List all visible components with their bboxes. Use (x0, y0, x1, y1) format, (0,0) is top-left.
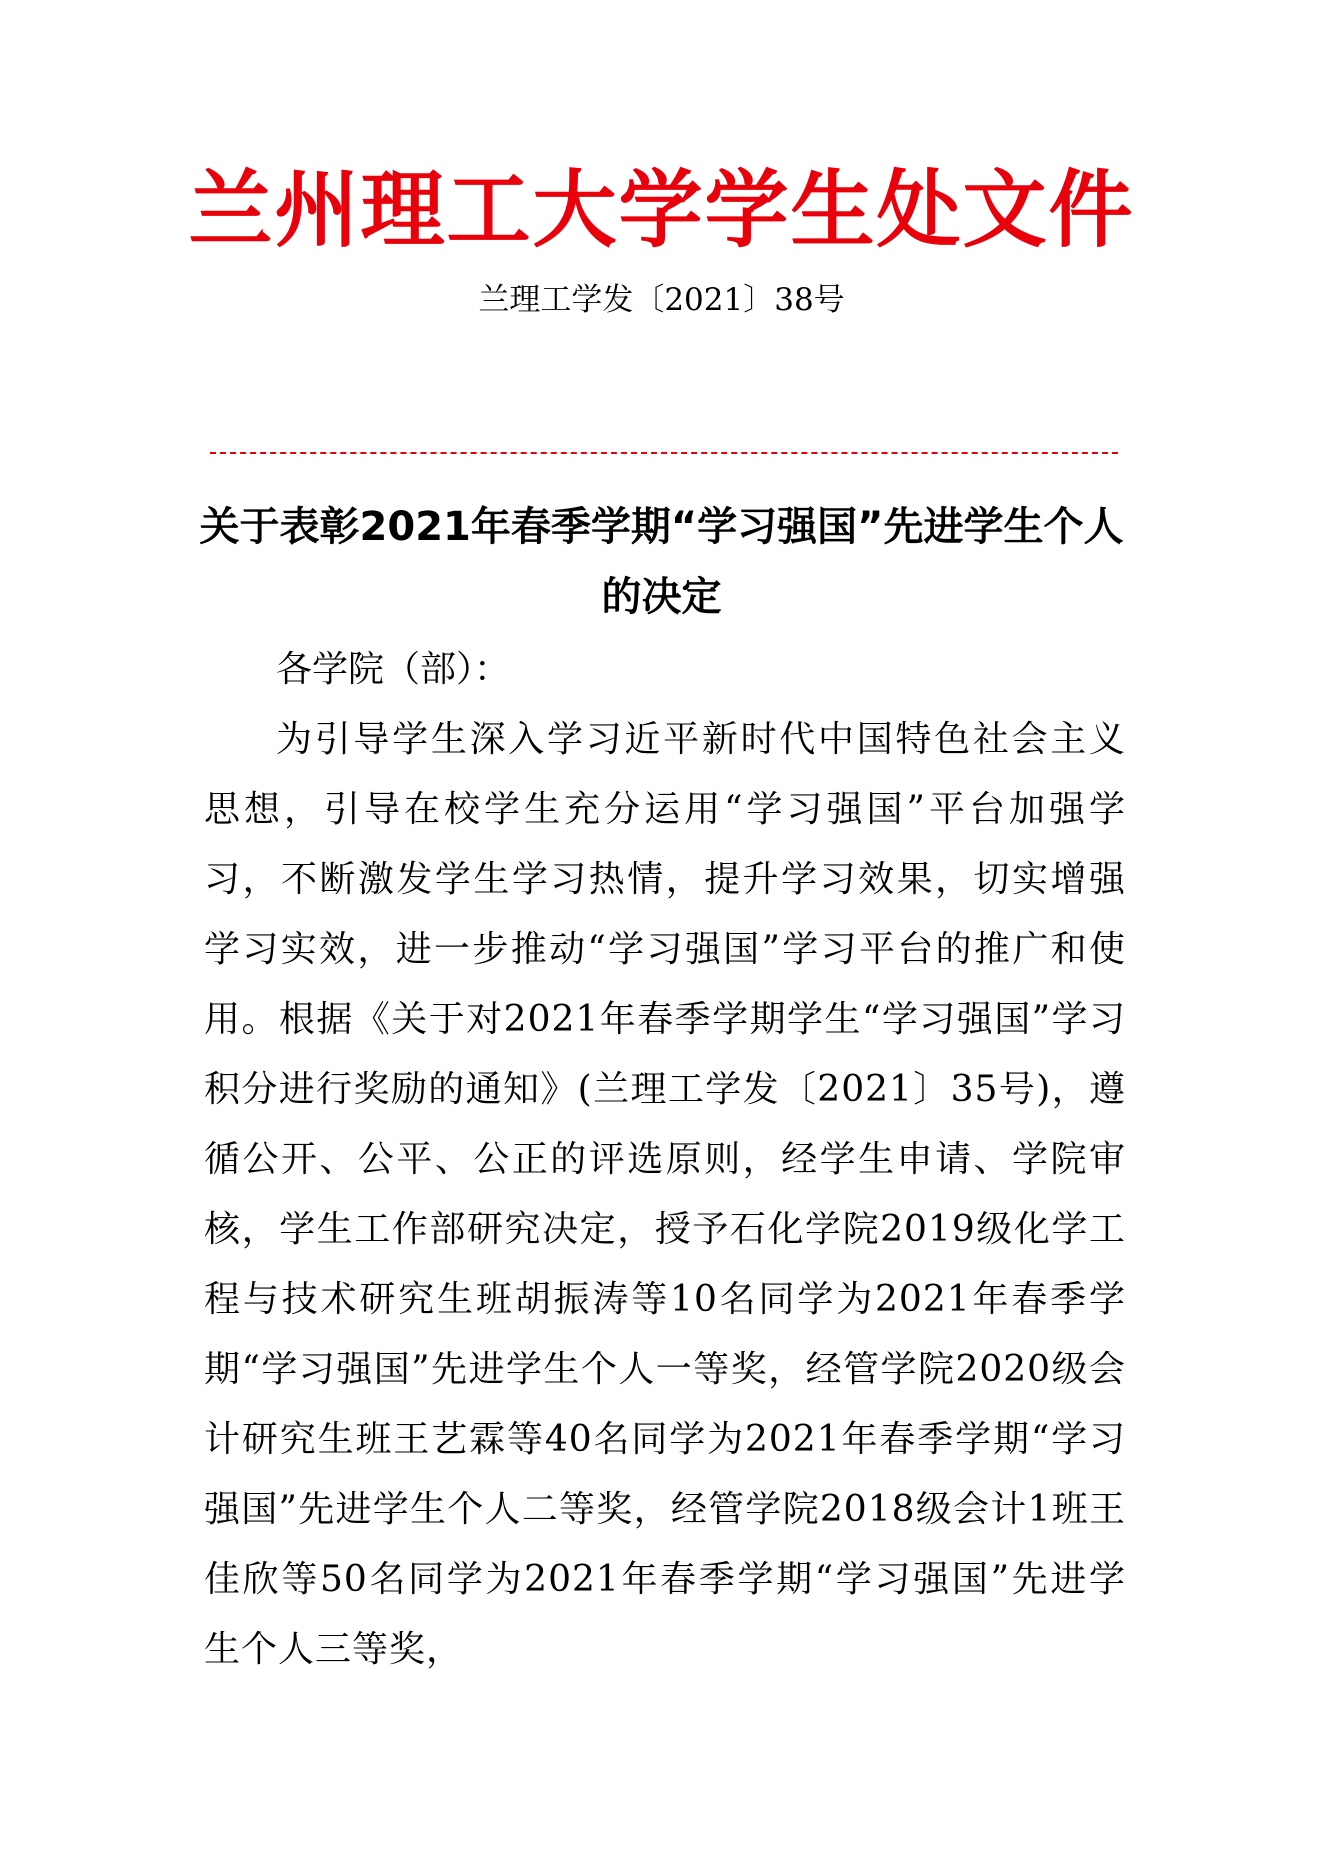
body-paragraph: 为引导学生深入学习近平新时代中国特色社会主义思想，引导在校学生充分运用“学习强国”平台加强学习，不断激发学生学习热情，提升学习效果，切实增强学习实效，进一步推动“学习强国”学习平台的推广和使用。根据《关于对2021年春季学期学生“学习强国”学习积分进行奖励的通知》(兰理工学发〔2021〕35号)，遵循公开、公平、公正的评选原则，经学生申请、学院审核，学生工作部研究决定，授予石化学院2019级化学工程与技术研究生班胡振涛等10名同学为2021年春季学期“学习强国”先进学生个人一等奖，经管学院2020级会计研究生班王艺霖等40名同学为2021年春季学期“学习强国”先进学生个人二等奖，经管学院2018级会计1班王佳欣等50名同学为2021年春季学期“学习强国”先进学生个人三等奖， (204, 719, 1126, 1670)
issuing-office-title: 兰州理工大学学生处文件 (188, 161, 1135, 259)
red-separator-line (210, 452, 1118, 454)
document-body (204, 635, 1126, 1685)
salutation: 各学院（部）： (276, 649, 511, 690)
document-title: 关于表彰2021年春季学期“学习强国”先进学生个人的决定 (199, 504, 1124, 620)
document-number: 兰理工学发〔2021〕38号 (478, 282, 845, 318)
